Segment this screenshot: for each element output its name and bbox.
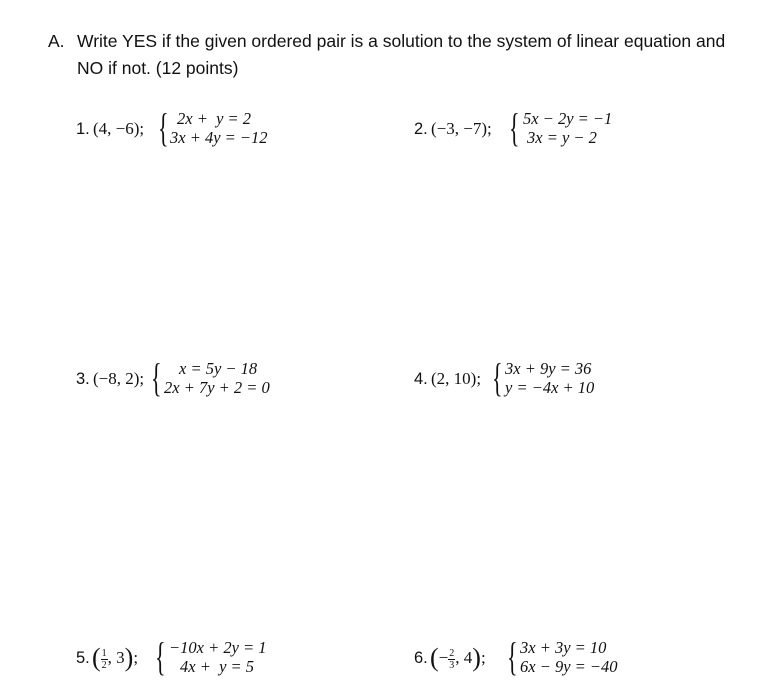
problem-number: 3.: [76, 370, 90, 388]
ordered-pair: (−3, −7);: [431, 119, 492, 138]
equation-2: y = −4x + 10: [505, 378, 595, 397]
system-brace: {: [509, 105, 520, 150]
problem-number: 6.: [414, 649, 428, 667]
system-brace: {: [492, 355, 503, 400]
equation-2: 4x + y = 5: [180, 657, 255, 676]
system-brace: {: [151, 355, 162, 400]
pair-sign: −: [438, 648, 449, 667]
equation-2: 2x + 7y + 2 = 0: [164, 378, 270, 397]
equation-1: 5x − 2y = −1: [523, 109, 613, 128]
problem-number: 4.: [414, 370, 428, 388]
open-paren: (: [92, 643, 101, 672]
system-brace: {: [155, 634, 166, 679]
problem-2: [414, 107, 654, 151]
equation-1: 2x + y = 2: [177, 109, 252, 128]
pair-rest: , 3: [107, 648, 125, 667]
problem-6: [414, 636, 654, 680]
problem-number: 1.: [76, 120, 90, 138]
pair-semicolon: ;: [133, 648, 139, 667]
equation-2: 3x = y − 2: [527, 128, 597, 147]
close-paren: ): [124, 643, 134, 672]
problem-3: [76, 357, 336, 401]
open-paren: (: [430, 643, 439, 672]
ordered-pair: (2, 10);: [431, 369, 482, 388]
system-brace: {: [507, 634, 518, 679]
ordered-pair: (4, −6);: [93, 119, 145, 138]
equation-1: 3x + 3y = 10: [520, 638, 607, 657]
ordered-pair: [92, 643, 139, 672]
equation-1: x = 5y − 18: [179, 359, 258, 378]
problem-5: [76, 636, 336, 680]
ordered-pair: (−8, 2);: [93, 369, 145, 388]
equation-2: 6x − 9y = −40: [520, 657, 618, 676]
equation-2: 3x + 4y = −12: [170, 128, 268, 147]
instruction-text: Write YES if the given ordered pair is a solution to the system of linear equation and NO if not. (12 points): [77, 31, 726, 78]
pair-semicolon: ;: [480, 648, 486, 667]
problem-1: [76, 107, 336, 151]
equation-1: 3x + 9y = 36: [505, 359, 592, 378]
pair-rest: , 4: [455, 648, 473, 667]
close-paren: ): [472, 643, 481, 672]
section-letter: A.: [48, 31, 65, 51]
equation-1: −10x + 2y = 1: [169, 638, 267, 657]
ordered-pair: [430, 643, 486, 672]
fraction-numerator: 2: [449, 648, 455, 659]
problem-number: 2.: [414, 120, 428, 138]
fraction-numerator: 1: [101, 648, 107, 659]
fraction: [101, 648, 108, 671]
system-brace: {: [158, 105, 169, 150]
fraction-denominator: 3: [449, 660, 455, 671]
problem-4: [414, 357, 654, 401]
fraction-denominator: 2: [101, 660, 107, 671]
problem-number: 5.: [76, 649, 90, 667]
